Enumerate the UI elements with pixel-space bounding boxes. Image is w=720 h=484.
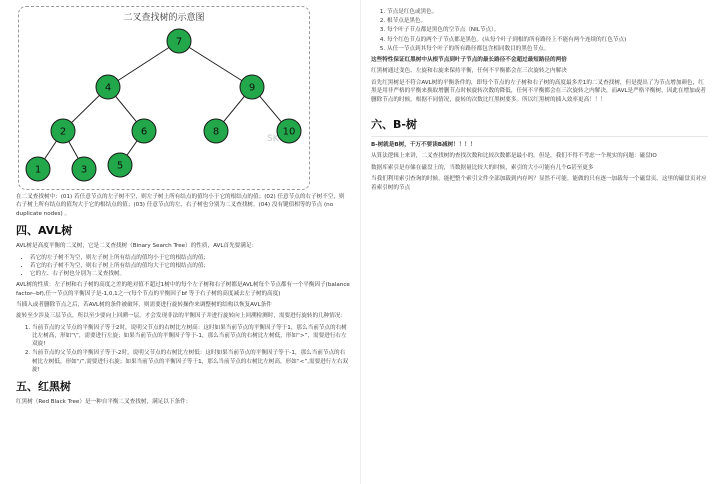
rb-properties <box>371 8 708 53</box>
avl-cases <box>16 324 350 374</box>
tree-node-8 <box>204 119 228 143</box>
list-item: • 它的左、右子树也分别为二叉查找树。 <box>30 270 350 278</box>
node-label: 10 <box>282 126 296 138</box>
avl-properties: AVL树的性质：左子树和右子树的高度之差的绝对值不超过1树中的每个左子树和右子树都是AVL树每个节点都有一个平衡因子(balance factor--bf),任一节点的平衡因子是-1,0,1之一(每个节点的平衡因子bf 等于右子树的高度减去左子树的高度) <box>16 282 350 297</box>
edge-7-4 <box>108 41 179 87</box>
list-item: 5. 从任一节点到其每个叶子的所有路径都包含相同数目的黑色节点。 <box>387 45 708 53</box>
avl-rotation-note: 当插入或者删除节点之后，若AVL树的条件被破坏，则需要进行旋转操作来调整树的结构以恢复AVL条件 <box>16 302 272 309</box>
list-item: 4. 每个红色节点的两个子节点都是黑色。(从每个叶子到根的所有路径上不能有两个连续的红色节点) <box>387 36 708 44</box>
node-label: 6 <box>140 126 148 138</box>
bst-caption: 在二叉查找树中：(01) 若任意节点的左子树不空，则左子树上所有结点的值均小于它的根结点的值；(02) 任意节点的右子树不空，则右子树上所有结点的值均大于它的根结点的值；(03) 任意节点的左、右子树也分别为二叉查找树。(04) 没有键值相等的节点 (no duplicate nodes) 。 <box>16 194 345 217</box>
rb-rotation-note: 红黑树通过变色、左旋和右旋来保持平衡，任何不平衡都会在三次旋转之内解决 <box>371 68 567 75</box>
bt-disk-io: 从算法逻辑上来讲，二叉查找树的查找次数和比较次数都是最小的。但是，我们不得不考虑一个现实的问题：磁盘IO <box>371 153 657 160</box>
heading-red-black: 五、红黑树 <box>16 380 71 394</box>
node-label: 8 <box>212 126 220 138</box>
rb-vs-avl: 首先红黑树是不符合AVL树的平衡条件的，即每个节点的左子树和右子树的高度最多差1的二叉查找树，但是提出了为节点增加颜色，红黑是用非严格的平衡来换取增删节点时候旋转次数的降低，任何不平衡都会在三次旋转之内解决，而AVL是严格平衡树，因此在增加或者删除节点的时候，根据不同情况，旋转的次数比红黑树要多。所以红黑树的插入效率更高！！！ <box>371 79 706 103</box>
bt-index-size: 数据库索引是存储在磁盘上的，当数据量比较大的时候，索引的大小可能有几个G甚至更多 <box>371 164 594 171</box>
tree-node-2 <box>51 119 75 143</box>
list-item: 1. 节点是红色或黑色。 <box>387 8 708 16</box>
node-label: 3 <box>80 164 88 176</box>
heading-b-tree: 六、B-树 <box>371 118 417 132</box>
watermark: SK <box>267 134 279 144</box>
tree-node-10 <box>277 119 301 143</box>
bst-diagram <box>18 6 310 190</box>
bt-disk-pages: 当我们利用索引查询的时候，能把整个索引文件全部加载到内存吗？显然不可能。能做的只有逐一加载每一个磁盘页，这里的磁盘页对应着索引树的节点 <box>371 176 707 191</box>
avl-backtrack-note: 旋转至少涉及三层节点，所以至少要向上回溯一层，才会发现非法的平衡因子并进行旋转向上回溯检测时，需要进行旋转的几种情况： <box>16 313 347 320</box>
tree-node-4 <box>96 75 120 99</box>
list-item: 1. 当前节点的父节点的平衡因子等于2时，说明父节点的右树比左树高：这时如果当前节点的平衡因子等于1，那么当前节点的右树比左树高，形如“\”，需要进行左旋；如果当前节点的平衡因子等于-1，那么当前节点的右树比左树低，形如“>”，需要进行右左双旋! <box>32 324 350 349</box>
node-label: 9 <box>248 82 256 94</box>
avl-intro: AVL树是高度平衡的二叉树，它是二叉查找树（Binary Search Tree）的性质，AVL首先要满足： <box>16 243 258 250</box>
tree-node-7 <box>167 29 191 53</box>
tree-node-1 <box>26 157 50 181</box>
list-item: 3. 每个叶子节点都是黑色的空节点（NIL节点）。 <box>387 26 708 34</box>
node-label: 7 <box>175 36 183 48</box>
tree-node-9 <box>240 75 264 99</box>
tree-nodes <box>26 29 301 181</box>
node-label: 2 <box>59 126 67 138</box>
tree-svg <box>19 7 311 191</box>
list-item: 2. 根节点是黑色。 <box>387 17 708 25</box>
rb-intro: 红黑树（Red Black Tree）是一种自平衡二叉查找树，满足以下条件： <box>16 399 192 406</box>
heading-avl: 四、AVL树 <box>16 224 73 238</box>
right-page <box>360 0 720 484</box>
tree-node-5 <box>108 153 132 177</box>
node-label: 5 <box>116 160 124 172</box>
bt-note: B-树就是B树，千万不要读B减树！！！！ <box>371 142 476 149</box>
list-item: • 若它的右子树不为空，则右子树上所有结点的值均大于它的根结点的值； <box>30 262 350 270</box>
tree-node-3 <box>72 157 96 181</box>
list-item: 2. 当前节点的父节点的平衡因子等于-2时，说明父节点的右树比左树低：这时如果当前节点的平衡因子等于-1，那么当前节点的右树比左树低，形如“/”,需要进行右旋；如果当前节点的平衡因子等于1，那么当前节点的右树比左树高，形如“<”,需要进行左右双旋! <box>32 349 350 374</box>
edge-7-9 <box>179 41 252 87</box>
node-label: 4 <box>104 82 112 94</box>
divider <box>371 136 708 137</box>
rb-path-note: 这些特性保证红黑树中从根节点到叶子节点的最长路径不会超过最短路径的两倍 <box>371 57 567 64</box>
avl-bullets <box>16 254 350 279</box>
node-label: 1 <box>34 164 42 176</box>
list-item: • 若它的左子树不为空，则左子树上所有结点的值均小于它的根结点的值； <box>30 254 350 262</box>
diagram-title: 二叉查找树的示意图 <box>123 13 205 23</box>
tree-node-6 <box>132 119 156 143</box>
